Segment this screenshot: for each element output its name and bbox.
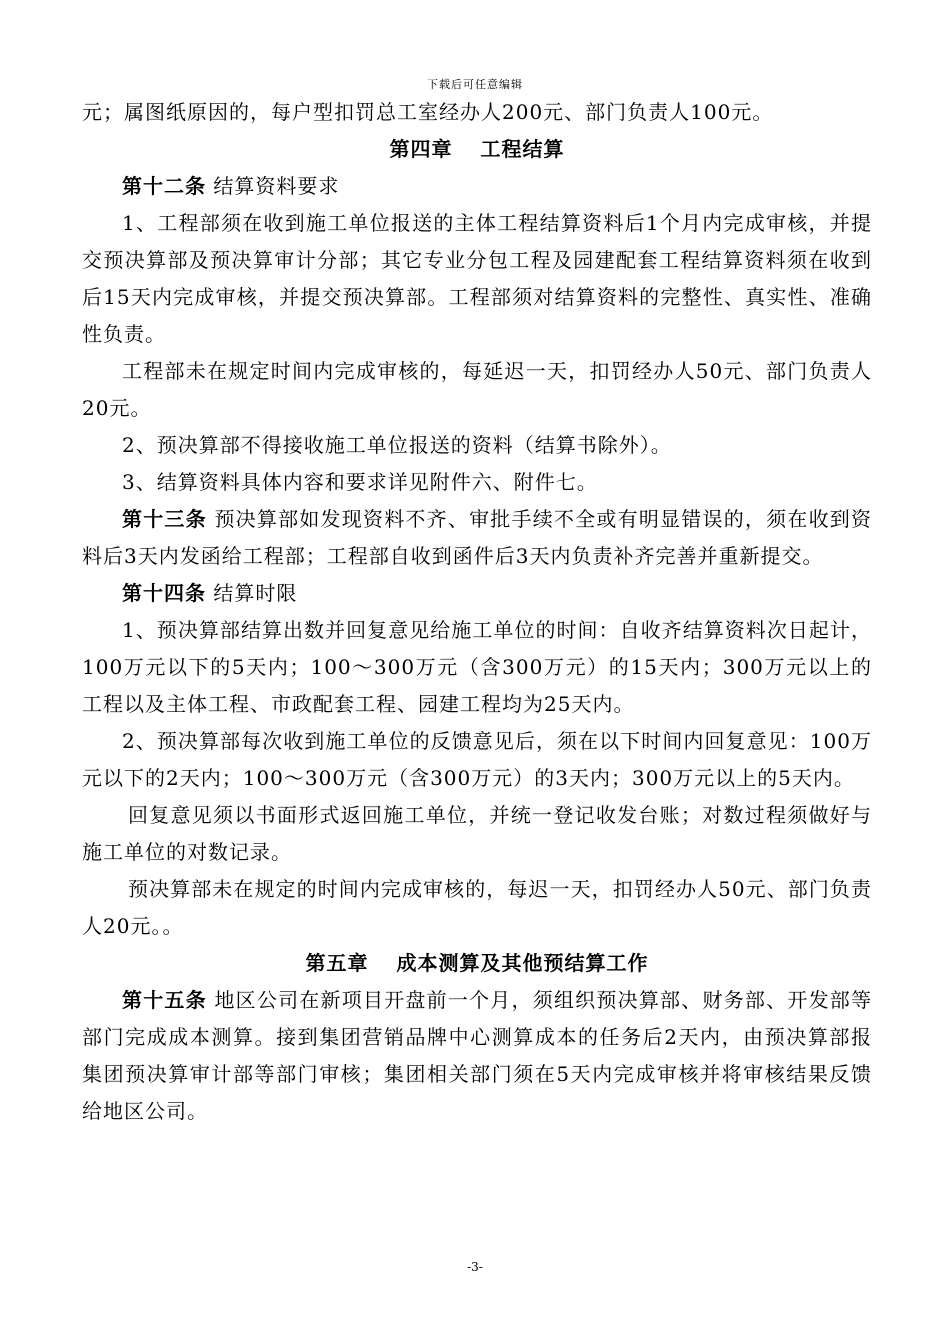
- chapter-4-title: 工程结算: [480, 137, 565, 161]
- article-14-paragraph-4: 预决算部未在规定的时间内完成审核的，每迟一天，扣罚经办人50元、部门负责人20元。。: [82, 877, 872, 938]
- article-14-paragraph-1: 1、预决算部结算出数并回复意见给施工单位的时间：自收齐结算资料次日起计，100万元以下的5天内；100～300万元（含300万元）的15天内；300万元以上的工程以及主体工程、市政配套工程、园建工程均为25天内。: [82, 618, 872, 716]
- chapter-5-number: 第五章: [305, 951, 369, 975]
- page-number: -3-: [467, 1260, 483, 1274]
- article-12-paragraph-4: 3、结算资料具体内容和要求详见附件六、附件七。: [122, 470, 598, 494]
- article-12-heading: [82, 168, 872, 205]
- article-13-text: 预决算部如发现资料不齐、审批手续不全或有明显错误的，须在收到资料后3天内发函给工程部；工程部自收到函件后3天内负责补齐完善并重新提交。: [82, 507, 873, 568]
- article-13-paragraph: [82, 501, 872, 575]
- article-14-number: 第十四条: [122, 581, 206, 605]
- continuation-line: 元；属图纸原因的，每户型扣罚总工室经办人200元、部门负责人100元。: [82, 100, 774, 124]
- article-14-heading: [82, 575, 872, 612]
- article-14-paragraph-2: 2、预决算部每次收到施工单位的反馈意见后，须在以下时间内回复意见：100万元以下的2天内；100～300万元（含300万元）的3天内；300万元以上的5天内。: [82, 729, 872, 790]
- article-13-number: 第十三条: [122, 507, 207, 531]
- article-12-title: 结算资料要求: [213, 174, 340, 198]
- article-15-text: 地区公司在新项目开盘前一个月，须组织预决算部、财务部、开发部等部门完成成本测算。接到集团营销品牌中心测算成本的任务后2天内，由预决算部报集团预决算审计部等部门审核；集团相关部门须在5天内完成审核并将审核结果反馈给地区公司。: [82, 988, 873, 1123]
- article-15-paragraph: [82, 982, 872, 1130]
- article-12-paragraph-1: 1、工程部须在收到施工单位报送的主体工程结算资料后1个月内完成审核，并提交预决算部及预决算审计分部；其它专业分包工程及园建配套工程结算资料须在收到后15天内完成审核，并提交预决算部。工程部须对结算资料的完整性、真实性、准确性负责。: [82, 211, 872, 346]
- chapter-5-title: 成本测算及其他预结算工作: [396, 951, 649, 975]
- document-body: [82, 94, 872, 1130]
- article-14-title: 结算时限: [213, 581, 298, 605]
- article-12-number: 第十二条: [122, 174, 206, 198]
- article-15-number: 第十五条: [122, 988, 207, 1012]
- header-note: 下载后可任意编辑: [427, 78, 523, 91]
- article-12-paragraph-2: 工程部未在规定时间内完成审核的，每延迟一天，扣罚经办人50元、部门负责人20元。: [82, 359, 872, 420]
- chapter-4-number: 第四章: [389, 137, 453, 161]
- chapter-4-heading: [82, 131, 872, 168]
- article-12-paragraph-3: 2、预决算部不得接收施工单位报送的资料（结算书除外）。: [122, 433, 672, 457]
- article-14-paragraph-3: 回复意见须以书面形式返回施工单位，并统一登记收发台账；对数过程须做好与施工单位的对数记录。: [82, 803, 872, 864]
- chapter-5-heading: [82, 945, 872, 982]
